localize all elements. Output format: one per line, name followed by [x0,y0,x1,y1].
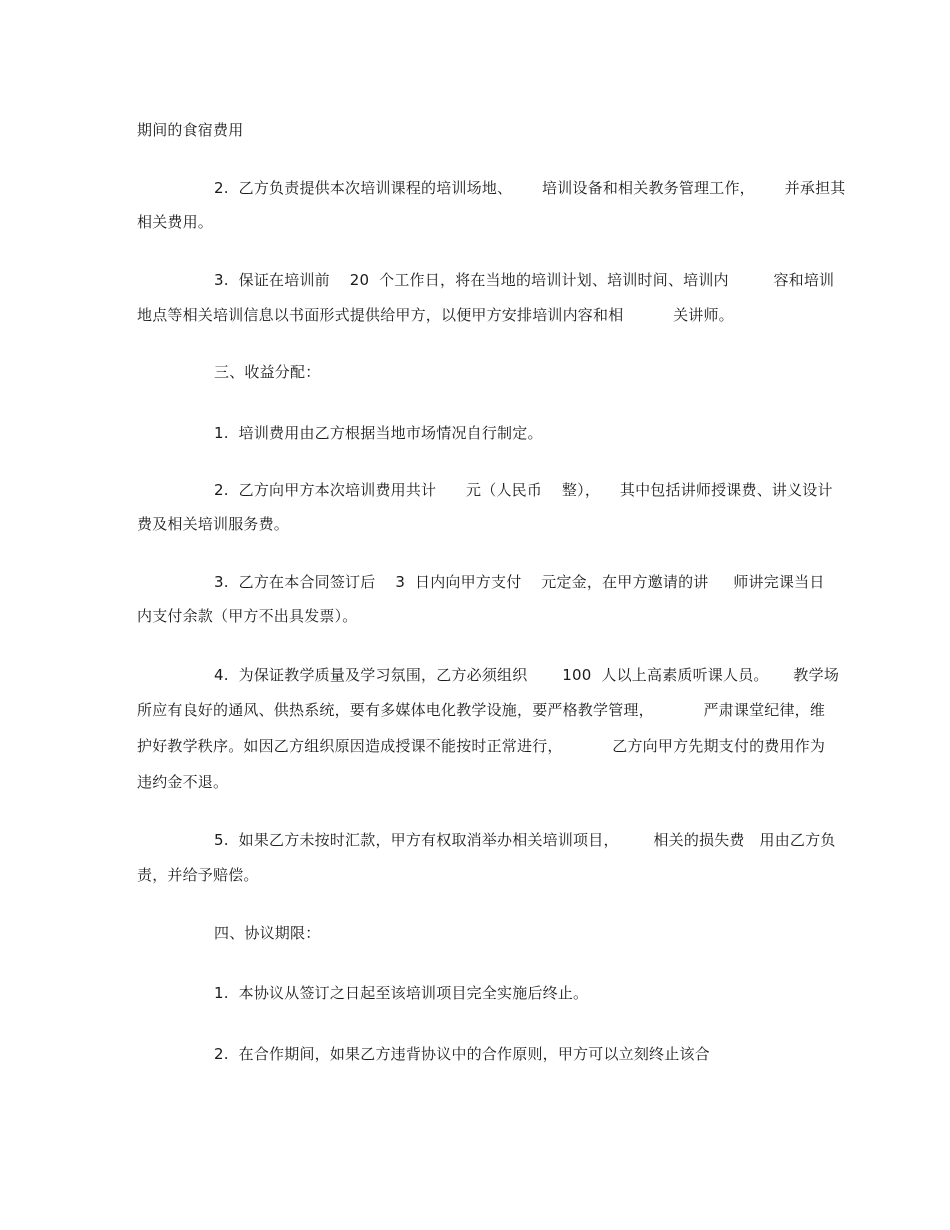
revenue-clause-5-line-2: 责，并给予赔偿。 [137,866,259,884]
clause-3-line-2: 地点等相关培训信息以书面形式提供给甲方，以便甲方安排培训内容和相 关讲师。 [137,306,734,324]
revenue-clause-4-line-4: 违约金不退。 [137,773,229,791]
revenue-clause-4-line-3: 护好教学秩序。如因乙方组织原因造成授课不能按时正常进行， 乙方向甲方先期支付的费用作为 [137,737,826,755]
revenue-clause-3-line-2: 内支付余款（甲方不出具发票）。 [137,607,358,625]
term-clause-1: 1. 本协议从签订之日起至该培训项目完全实施后终止。 [214,984,589,1002]
clause-2-line-2: 相关费用。 [137,213,214,231]
revenue-clause-2-line-1: 2. 乙方向甲方本次培训费用共计 元（人民币 整）， 其中包括讲师授课费、讲义设计 [214,481,833,499]
revenue-clause-1: 1. 培训费用由乙方根据当地市场情况自行制定。 [214,424,543,442]
section-heading-revenue: 三、收益分配： [214,363,321,381]
revenue-clause-2-line-2: 费及相关培训服务费。 [137,515,290,533]
revenue-clause-5-line-1: 5. 如果乙方未按时汇款，甲方有权取消举办相关培训项目， 相关的损失费 用由乙方负 [214,831,836,849]
term-clause-2-line-1: 2. 在合作期间，如果乙方违背协议中的合作原则，甲方可以立刻终止该合 [214,1045,710,1063]
clause-2-line-1: 2. 乙方负责提供本次培训课程的培训场地、 培训设备和相关教务管理工作， 并承担其 [214,179,846,197]
paragraph-line: 期间的食宿费用 [137,121,244,139]
revenue-clause-3-line-1: 3. 乙方在本合同签订后 3 日内向甲方支付 元定金，在甲方邀请的讲 师讲完课当日 [214,573,825,591]
revenue-clause-4-line-2: 所应有良好的通风、供热系统，要有多媒体电化教学设施，要严格教学管理， 严肃课堂纪律，维 [137,701,826,719]
revenue-clause-4-line-1: 4. 为保证教学质量及学习氛围，乙方必须组织 100 人以上高素质听课人员。 教学场 [214,666,840,684]
clause-3-line-1: 3. 保证在培训前 20 个工作日，将在当地的培训计划、培训时间、培训内 容和培训 [214,271,835,289]
section-heading-term: 四、协议期限： [214,924,321,942]
